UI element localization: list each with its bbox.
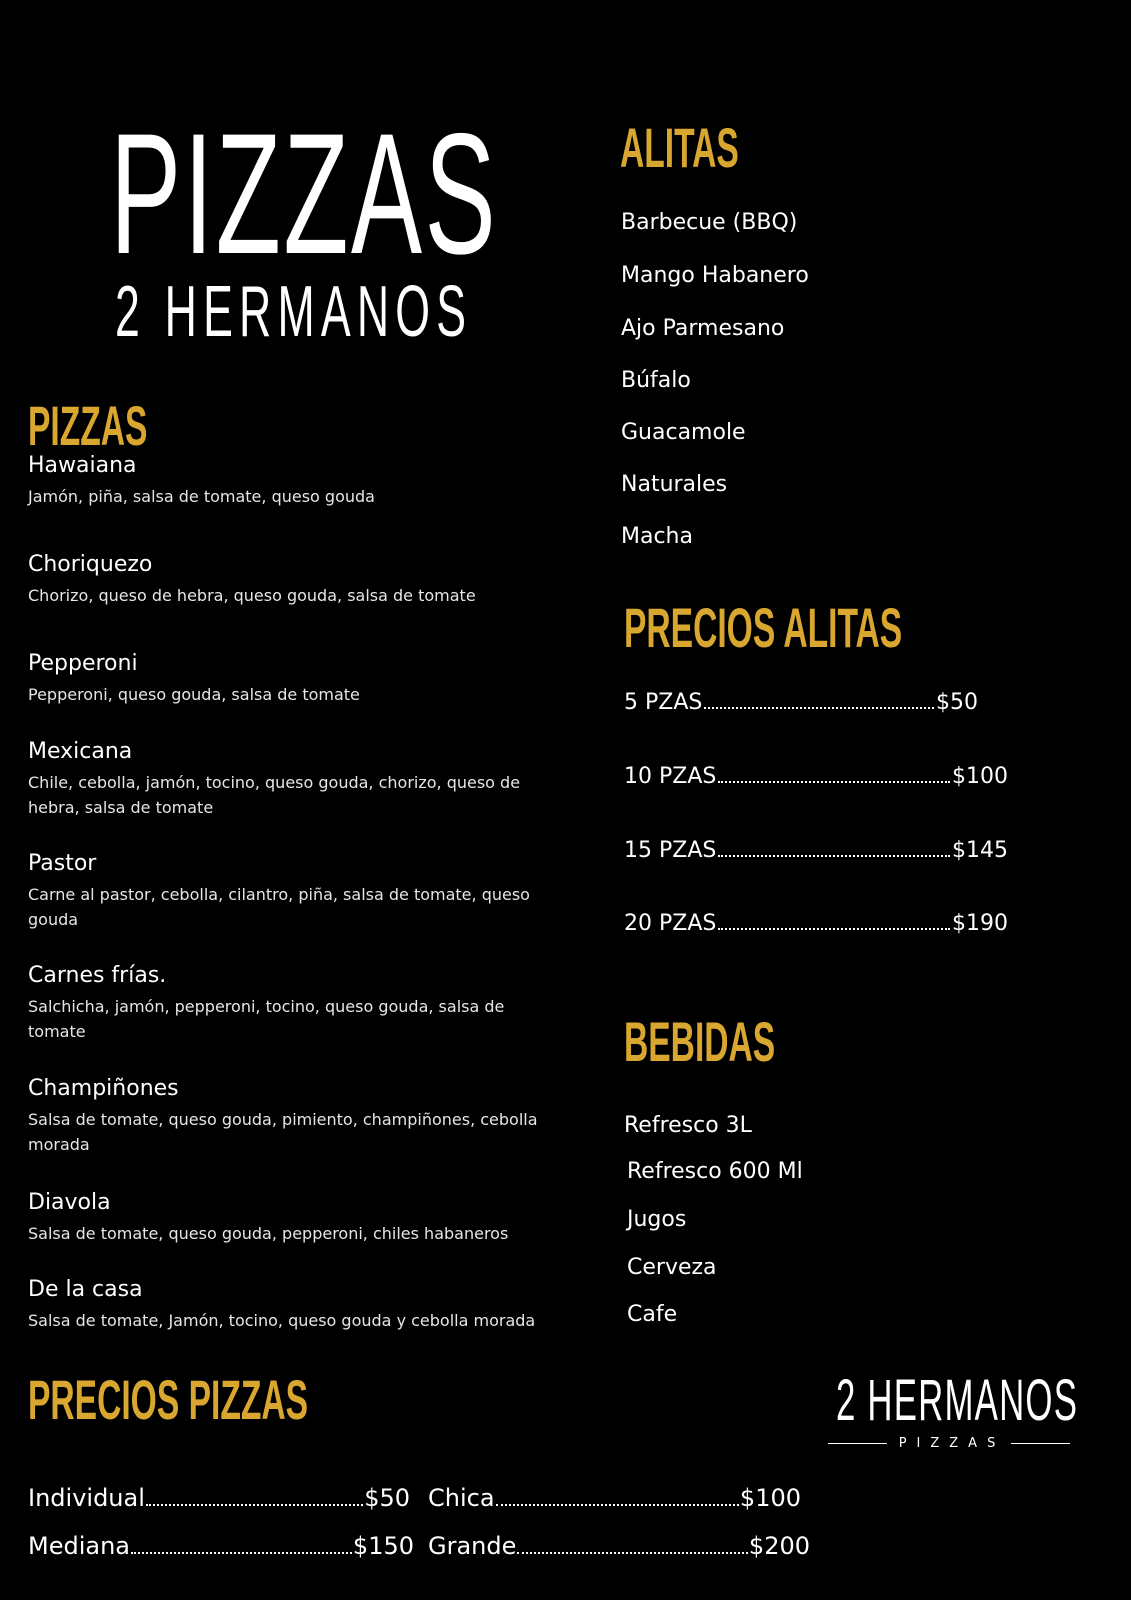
price-row-individual [28, 1484, 410, 1512]
alitas-flavor: Mango Habanero [621, 263, 809, 288]
alitas-price-row [624, 838, 1008, 863]
alitas-price-row [624, 911, 1008, 936]
dot-leader [718, 855, 950, 857]
qty-price: $100 [952, 764, 1008, 789]
pizza-item [28, 1075, 558, 1157]
pizza-item [28, 650, 558, 707]
dot-leader [718, 781, 950, 783]
price-row-grande [428, 1532, 810, 1560]
qty-label: 10 PZAS [624, 764, 717, 789]
alitas-flavor: Guacamole [621, 420, 746, 445]
pizza-name: Diavola [28, 1190, 111, 1215]
pizza-name: Champiñones [28, 1076, 179, 1101]
alitas-price-row [624, 690, 978, 715]
alitas-price-row [624, 764, 1008, 789]
pizza-name: Hawaiana [28, 453, 137, 478]
pizza-name: De la casa [28, 1277, 143, 1302]
pizza-item [28, 962, 558, 1044]
pizza-description: Jamón, piña, salsa de tomate, queso gouda [28, 487, 375, 506]
pizza-prices-heading: PRECIOS PIZZAS [28, 1368, 309, 1431]
pizza-item [28, 1276, 558, 1333]
pizzas-heading: PIZZAS [28, 394, 148, 457]
dot-leader [718, 928, 950, 930]
alitas-flavor: Barbecue (BBQ) [621, 210, 798, 235]
pizza-description: Chile, cebolla, jamón, tocino, queso gouda, chorizo, queso de hebra, salsa de tomate [28, 773, 521, 817]
qty-label: 20 PZAS [624, 911, 717, 936]
footer-brand-name: 2 HERMANOS [836, 1368, 1079, 1433]
size-price: $100 [739, 1484, 801, 1512]
pizza-name: Pastor [28, 851, 97, 876]
pizza-item [28, 452, 558, 509]
alitas-prices-heading: PRECIOS ALITAS [624, 596, 903, 659]
dot-leader [146, 1504, 363, 1506]
footer-brand-tagline [828, 1436, 1070, 1451]
pizza-description: Chorizo, queso de hebra, queso gouda, salsa de tomate [28, 586, 476, 605]
pizza-item [28, 1189, 558, 1246]
qty-price: $145 [952, 838, 1008, 863]
price-row-mediana [28, 1532, 414, 1560]
pizza-name: Pepperoni [28, 651, 138, 676]
alitas-flavor: Macha [621, 524, 693, 549]
bebida-item: Jugos [627, 1207, 687, 1232]
bebida-item: Refresco 3L [624, 1113, 752, 1138]
pizza-item [28, 850, 558, 932]
size-price: $200 [748, 1532, 810, 1560]
tagline-text: PIZZAS [898, 1436, 1006, 1451]
pizza-item [28, 551, 558, 608]
price-row-chica [428, 1484, 801, 1512]
logo-title: PIZZAS [110, 98, 499, 290]
bebidas-heading: BEBIDAS [624, 1010, 776, 1073]
dot-leader [704, 707, 934, 709]
dot-leader [517, 1552, 748, 1554]
alitas-flavor: Búfalo [621, 368, 691, 393]
bebida-item: Cerveza [627, 1255, 717, 1280]
size-label: Mediana [28, 1532, 130, 1560]
pizza-description: Carne al pastor, cebolla, cilantro, piña, salsa de tomate, queso gouda [28, 885, 530, 929]
pizza-description: Salsa de tomate, Jamón, tocino, queso gouda y cebolla morada [28, 1311, 536, 1330]
qty-price: $50 [936, 690, 978, 715]
bebida-item: Refresco 600 Ml [627, 1159, 803, 1184]
qty-label: 15 PZAS [624, 838, 717, 863]
dot-leader [496, 1504, 739, 1506]
pizza-name: Mexicana [28, 739, 133, 764]
size-price: $150 [352, 1532, 414, 1560]
dot-leader [131, 1552, 352, 1554]
pizza-description: Salsa de tomate, queso gouda, pepperoni, chiles habaneros [28, 1224, 509, 1243]
divider-line [1011, 1443, 1070, 1444]
divider-line [828, 1443, 887, 1444]
qty-label: 5 PZAS [624, 690, 703, 715]
logo-subtitle: 2 HERMANOS [115, 272, 473, 352]
pizza-name: Carnes frías. [28, 963, 167, 988]
alitas-flavor: Naturales [621, 472, 728, 497]
size-price: $50 [364, 1484, 410, 1512]
pizza-name: Choriquezo [28, 552, 153, 577]
size-label: Chica [428, 1484, 495, 1512]
pizza-item [28, 738, 558, 820]
size-label: Individual [28, 1484, 145, 1512]
alitas-flavor: Ajo Parmesano [621, 316, 785, 341]
bebida-item: Cafe [627, 1302, 678, 1327]
alitas-heading: ALITAS [620, 116, 739, 179]
qty-price: $190 [952, 911, 1008, 936]
pizza-description: Salsa de tomate, queso gouda, pimiento, champiñones, cebolla morada [28, 1110, 538, 1154]
size-label: Grande [428, 1532, 517, 1560]
pizza-description: Pepperoni, queso gouda, salsa de tomate [28, 685, 360, 704]
pizza-description: Salchicha, jamón, pepperoni, tocino, queso gouda, salsa de tomate [28, 997, 505, 1041]
